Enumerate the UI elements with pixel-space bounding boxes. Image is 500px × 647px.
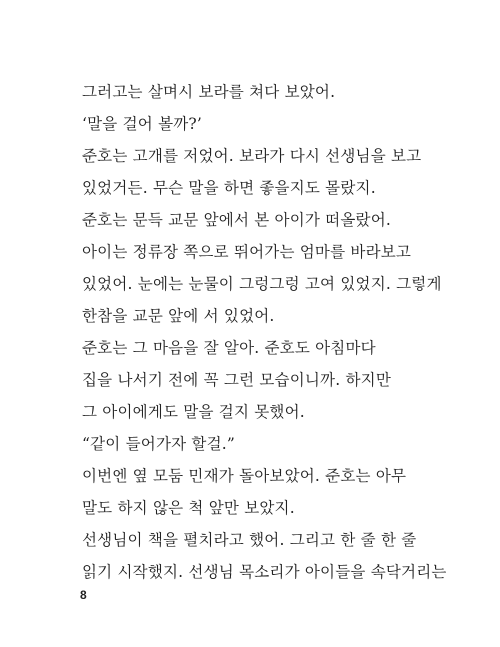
page-number: 8 (80, 588, 87, 602)
text-line: 그러고는 살며시 보라를 쳐다 보았어. (82, 83, 336, 101)
text-line: 이번엔 옆 모둠 민재가 돌아보았어. 준호는 아무 (82, 467, 407, 485)
text-line: 한참을 교문 앞에 서 있었어. (82, 307, 275, 325)
text-line: 읽기 시작했지. 선생님 목소리가 아이들을 속닥거리는 (82, 563, 447, 581)
text-line: 아이는 정류장 쪽으로 뛰어가는 엄마를 바라보고 (82, 243, 412, 261)
text-line: 있었어. 눈에는 눈물이 그렁그렁 고여 있었지. 그렇게 (82, 275, 442, 293)
text-line: “같이 들어가자 할걸.” (82, 435, 236, 453)
text-line: 준호는 그 마음을 잘 알아. 준호도 아침마다 (82, 339, 376, 357)
text-line: 있었거든. 무슨 말을 하면 좋을지도 몰랐지. (82, 179, 376, 197)
text-line: ‘말을 걸어 볼까?’ (82, 115, 203, 133)
text-line: 집을 나서기 전에 꼭 그런 모습이니까. 하지만 (82, 371, 392, 389)
text-line: 말도 하지 않은 척 앞만 보았지. (82, 499, 295, 517)
text-line: 선생님이 책을 펼치라고 했어. 그리고 한 줄 한 줄 (82, 531, 417, 549)
text-line: 준호는 문득 교문 앞에서 본 아이가 떠올랐어. (82, 211, 392, 229)
text-line: 준호는 고개를 저었어. 보라가 다시 선생님을 보고 (82, 147, 422, 165)
text-line: 그 아이에게도 말을 걸지 못했어. (82, 403, 305, 421)
